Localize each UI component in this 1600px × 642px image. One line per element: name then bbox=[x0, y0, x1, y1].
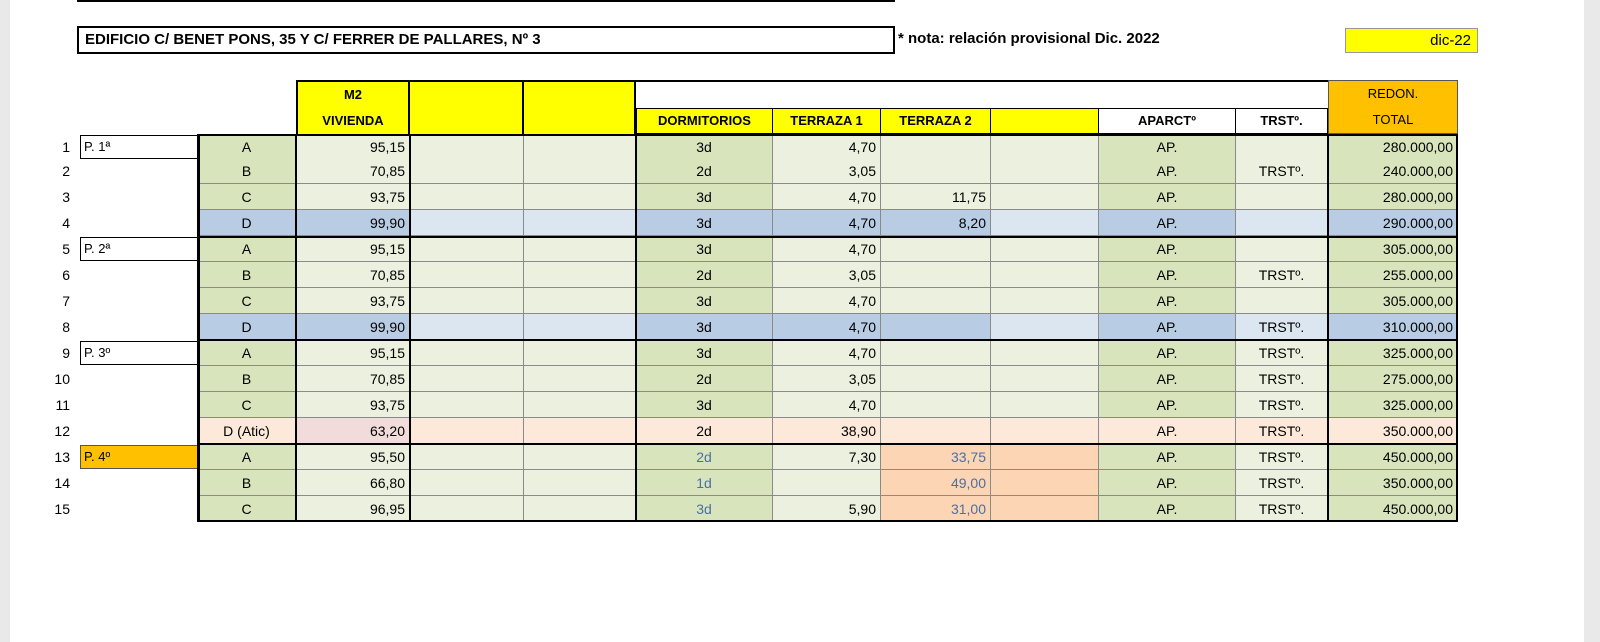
cell-m2: 93,75 bbox=[296, 288, 410, 314]
cell-tr: TRSTº. bbox=[1236, 366, 1328, 392]
cell-e2 bbox=[524, 184, 636, 210]
column-divider bbox=[197, 134, 199, 522]
building-title: EDIFICIO C/ BENET PONS, 35 Y C/ FERRER DE PALLARES, Nº 3 bbox=[77, 26, 895, 54]
cell-t2 bbox=[881, 236, 991, 262]
cell-e1 bbox=[410, 262, 524, 288]
cell-puerta: A bbox=[198, 340, 296, 366]
cell-tr bbox=[1236, 210, 1328, 236]
cell-m2: 95,15 bbox=[296, 134, 410, 160]
cell-ap: AP. bbox=[1099, 470, 1236, 496]
cell-e3 bbox=[991, 496, 1099, 522]
cell-m2: 95,15 bbox=[296, 340, 410, 366]
cell-t1: 4,70 bbox=[773, 314, 881, 340]
cell-e3 bbox=[991, 210, 1099, 236]
cell-dorm: 3d bbox=[636, 496, 773, 522]
header-redon-line1: REDON. bbox=[1367, 86, 1419, 101]
cell-ap: AP. bbox=[1099, 392, 1236, 418]
cell-t1: 7,30 bbox=[773, 444, 881, 470]
cell-m2: 99,90 bbox=[296, 210, 410, 236]
cell-t2 bbox=[881, 314, 991, 340]
cell-e1 bbox=[410, 134, 524, 160]
cell-dorm: 3d bbox=[636, 314, 773, 340]
cell-e3 bbox=[991, 158, 1099, 184]
row-number: 6 bbox=[62, 267, 70, 283]
cell-t1: 4,70 bbox=[773, 184, 881, 210]
cell-t2 bbox=[881, 262, 991, 288]
header-m2-line2: VIVIENDA bbox=[322, 113, 384, 128]
cell-e3 bbox=[991, 262, 1099, 288]
cell-t1: 3,05 bbox=[773, 262, 881, 288]
cell-e3 bbox=[991, 470, 1099, 496]
cell-e1 bbox=[410, 210, 524, 236]
cell-ap: AP. bbox=[1099, 418, 1236, 444]
cell-puerta: C bbox=[198, 288, 296, 314]
cell-puerta: B bbox=[198, 158, 296, 184]
column-divider bbox=[635, 134, 637, 522]
cell-puerta: A bbox=[198, 134, 296, 160]
cell-tr: TRSTº. bbox=[1236, 158, 1328, 184]
header-aparcamiento: APARCTº bbox=[1099, 108, 1236, 134]
cell-m2: 63,20 bbox=[296, 418, 410, 444]
cell-e1 bbox=[410, 496, 524, 522]
spreadsheet-page bbox=[10, 0, 1584, 642]
cell-e1 bbox=[410, 418, 524, 444]
cell-puerta: D bbox=[198, 314, 296, 340]
header-empty-1 bbox=[410, 80, 524, 134]
cell-e2 bbox=[524, 134, 636, 160]
cell-t1: 4,70 bbox=[773, 392, 881, 418]
row-number: 7 bbox=[62, 293, 70, 309]
cell-t2 bbox=[881, 340, 991, 366]
cell-t1: 4,70 bbox=[773, 236, 881, 262]
cell-dorm: 2d bbox=[636, 366, 773, 392]
header-terraza-2: TERRAZA 2 bbox=[881, 108, 991, 134]
cell-e2 bbox=[524, 392, 636, 418]
cell-dorm: 3d bbox=[636, 134, 773, 160]
cell-tr: TRSTº. bbox=[1236, 444, 1328, 470]
cell-puerta: D bbox=[198, 210, 296, 236]
cell-total: 275.000,00 bbox=[1328, 366, 1458, 392]
cell-t2: 33,75 bbox=[881, 444, 991, 470]
cell-dorm: 2d bbox=[636, 158, 773, 184]
cell-total: 310.000,00 bbox=[1328, 314, 1458, 340]
column-divider bbox=[295, 134, 297, 522]
cell-t2 bbox=[881, 288, 991, 314]
cell-total: 305.000,00 bbox=[1328, 236, 1458, 262]
cell-puerta: B bbox=[198, 366, 296, 392]
cell-tr: TRSTº. bbox=[1236, 470, 1328, 496]
planta-label: P. 1ª bbox=[80, 135, 200, 159]
cell-total: 350.000,00 bbox=[1328, 470, 1458, 496]
cell-e2 bbox=[524, 314, 636, 340]
cell-tr bbox=[1236, 288, 1328, 314]
cell-m2: 70,85 bbox=[296, 158, 410, 184]
cell-puerta: C bbox=[198, 496, 296, 522]
row-number: 9 bbox=[62, 345, 70, 361]
planta-label: P. 3º bbox=[80, 341, 200, 365]
cell-ap: AP. bbox=[1099, 236, 1236, 262]
cell-dorm: 3d bbox=[636, 340, 773, 366]
row-number: 1 bbox=[62, 139, 70, 155]
cell-tr: TRSTº. bbox=[1236, 314, 1328, 340]
header-dormitorios: DORMITORIOS bbox=[636, 108, 773, 134]
cell-t1: 3,05 bbox=[773, 158, 881, 184]
cell-t2 bbox=[881, 392, 991, 418]
cell-e1 bbox=[410, 444, 524, 470]
header-terraza-1: TERRAZA 1 bbox=[773, 108, 881, 134]
cell-t1: 3,05 bbox=[773, 366, 881, 392]
cell-e2 bbox=[524, 236, 636, 262]
cell-t2 bbox=[881, 418, 991, 444]
cell-tr: TRSTº. bbox=[1236, 340, 1328, 366]
cell-total: 305.000,00 bbox=[1328, 288, 1458, 314]
cell-e2 bbox=[524, 210, 636, 236]
cell-e2 bbox=[524, 470, 636, 496]
cell-ap: AP. bbox=[1099, 366, 1236, 392]
cell-dorm: 2d bbox=[636, 418, 773, 444]
row-number: 13 bbox=[54, 449, 70, 465]
cell-puerta: C bbox=[198, 392, 296, 418]
cell-m2: 95,15 bbox=[296, 236, 410, 262]
cell-tr bbox=[1236, 236, 1328, 262]
cell-m2: 93,75 bbox=[296, 392, 410, 418]
header-empty-2 bbox=[524, 80, 636, 134]
date-cell: dic-22 bbox=[1345, 28, 1478, 53]
cell-dorm: 2d bbox=[636, 444, 773, 470]
header-trastero: TRSTº. bbox=[1236, 108, 1328, 134]
cell-m2: 70,85 bbox=[296, 262, 410, 288]
row-number: 8 bbox=[62, 319, 70, 335]
cell-e1 bbox=[410, 314, 524, 340]
cell-ap: AP. bbox=[1099, 496, 1236, 522]
cell-e3 bbox=[991, 392, 1099, 418]
cell-e2 bbox=[524, 444, 636, 470]
row-number: 5 bbox=[62, 241, 70, 257]
cell-t2: 11,75 bbox=[881, 184, 991, 210]
planta-label: P. 4º bbox=[80, 445, 200, 469]
cell-dorm: 3d bbox=[636, 210, 773, 236]
cell-total: 255.000,00 bbox=[1328, 262, 1458, 288]
cell-e3 bbox=[991, 340, 1099, 366]
cell-m2: 70,85 bbox=[296, 366, 410, 392]
cell-dorm: 3d bbox=[636, 236, 773, 262]
cell-e1 bbox=[410, 366, 524, 392]
cell-dorm: 3d bbox=[636, 392, 773, 418]
cell-e3 bbox=[991, 134, 1099, 160]
cell-tr: TRSTº. bbox=[1236, 262, 1328, 288]
cell-tr: TRSTº. bbox=[1236, 418, 1328, 444]
cell-total: 280.000,00 bbox=[1328, 134, 1458, 160]
cell-e3 bbox=[991, 288, 1099, 314]
header-redon-line2: TOTAL bbox=[1372, 112, 1414, 127]
cell-total: 280.000,00 bbox=[1328, 184, 1458, 210]
header-redon-total bbox=[1328, 80, 1458, 134]
cell-m2: 93,75 bbox=[296, 184, 410, 210]
cell-e1 bbox=[410, 392, 524, 418]
cell-ap: AP. bbox=[1099, 158, 1236, 184]
cell-dorm: 3d bbox=[636, 288, 773, 314]
cell-e1 bbox=[410, 184, 524, 210]
cell-e1 bbox=[410, 236, 524, 262]
cell-dorm: 1d bbox=[636, 470, 773, 496]
cell-e2 bbox=[524, 158, 636, 184]
cell-t2 bbox=[881, 158, 991, 184]
cell-e3 bbox=[991, 366, 1099, 392]
cell-puerta: B bbox=[198, 470, 296, 496]
cell-dorm: 2d bbox=[636, 262, 773, 288]
cell-e3 bbox=[991, 236, 1099, 262]
provisional-note: * nota: relación provisional Dic. 2022 bbox=[898, 30, 1160, 47]
column-divider bbox=[409, 134, 411, 522]
cell-t1: 5,90 bbox=[773, 496, 881, 522]
cell-m2: 66,80 bbox=[296, 470, 410, 496]
column-divider bbox=[1327, 134, 1329, 522]
cell-puerta: B bbox=[198, 262, 296, 288]
cell-e2 bbox=[524, 340, 636, 366]
cell-ap: AP. bbox=[1099, 340, 1236, 366]
cell-t2: 31,00 bbox=[881, 496, 991, 522]
row-number: 10 bbox=[54, 371, 70, 387]
cell-ap: AP. bbox=[1099, 288, 1236, 314]
header-m2-line1: M2 bbox=[343, 87, 363, 102]
header-empty-3 bbox=[991, 108, 1099, 134]
cell-t1: 4,70 bbox=[773, 288, 881, 314]
cell-ap: AP. bbox=[1099, 444, 1236, 470]
cell-m2: 96,95 bbox=[296, 496, 410, 522]
header-top-line bbox=[636, 80, 1340, 82]
row-number: 12 bbox=[54, 423, 70, 439]
row-number: 4 bbox=[62, 215, 70, 231]
cell-puerta: A bbox=[198, 444, 296, 470]
row-number: 15 bbox=[54, 501, 70, 517]
cell-e2 bbox=[524, 262, 636, 288]
cell-total: 290.000,00 bbox=[1328, 210, 1458, 236]
cell-tr bbox=[1236, 134, 1328, 160]
top-border-line bbox=[77, 0, 895, 2]
cell-ap: AP. bbox=[1099, 184, 1236, 210]
cell-e2 bbox=[524, 366, 636, 392]
cell-t2 bbox=[881, 366, 991, 392]
cell-t1: 4,70 bbox=[773, 340, 881, 366]
cell-e2 bbox=[524, 496, 636, 522]
cell-t1 bbox=[773, 470, 881, 496]
row-number: 3 bbox=[62, 189, 70, 205]
cell-e3 bbox=[991, 418, 1099, 444]
cell-e3 bbox=[991, 184, 1099, 210]
cell-e1 bbox=[410, 340, 524, 366]
cell-e2 bbox=[524, 418, 636, 444]
planta-label: P. 2ª bbox=[80, 237, 200, 261]
cell-total: 450.000,00 bbox=[1328, 444, 1458, 470]
cell-tr: TRSTº. bbox=[1236, 496, 1328, 522]
cell-e1 bbox=[410, 288, 524, 314]
cell-dorm: 3d bbox=[636, 184, 773, 210]
cell-m2: 99,90 bbox=[296, 314, 410, 340]
cell-tr: TRSTº. bbox=[1236, 392, 1328, 418]
cell-ap: AP. bbox=[1099, 134, 1236, 160]
cell-t2: 49,00 bbox=[881, 470, 991, 496]
cell-e3 bbox=[991, 314, 1099, 340]
cell-e1 bbox=[410, 158, 524, 184]
cell-m2: 95,50 bbox=[296, 444, 410, 470]
cell-total: 325.000,00 bbox=[1328, 392, 1458, 418]
cell-e3 bbox=[991, 444, 1099, 470]
cell-e1 bbox=[410, 470, 524, 496]
row-number: 2 bbox=[62, 163, 70, 179]
cell-total: 240.000,00 bbox=[1328, 158, 1458, 184]
row-number: 14 bbox=[54, 475, 70, 491]
cell-e2 bbox=[524, 288, 636, 314]
cell-puerta: D (Atic) bbox=[198, 418, 296, 444]
cell-t1: 4,70 bbox=[773, 134, 881, 160]
cell-total: 350.000,00 bbox=[1328, 418, 1458, 444]
cell-puerta: A bbox=[198, 236, 296, 262]
cell-ap: AP. bbox=[1099, 314, 1236, 340]
cell-tr bbox=[1236, 184, 1328, 210]
cell-t2: 8,20 bbox=[881, 210, 991, 236]
cell-ap: AP. bbox=[1099, 210, 1236, 236]
header-m2-vivienda bbox=[296, 80, 410, 134]
cell-t1: 4,70 bbox=[773, 210, 881, 236]
cell-total: 450.000,00 bbox=[1328, 496, 1458, 522]
cell-t2 bbox=[881, 134, 991, 160]
cell-total: 325.000,00 bbox=[1328, 340, 1458, 366]
row-number: 11 bbox=[55, 397, 70, 413]
cell-t1: 38,90 bbox=[773, 418, 881, 444]
cell-ap: AP. bbox=[1099, 262, 1236, 288]
cell-puerta: C bbox=[198, 184, 296, 210]
